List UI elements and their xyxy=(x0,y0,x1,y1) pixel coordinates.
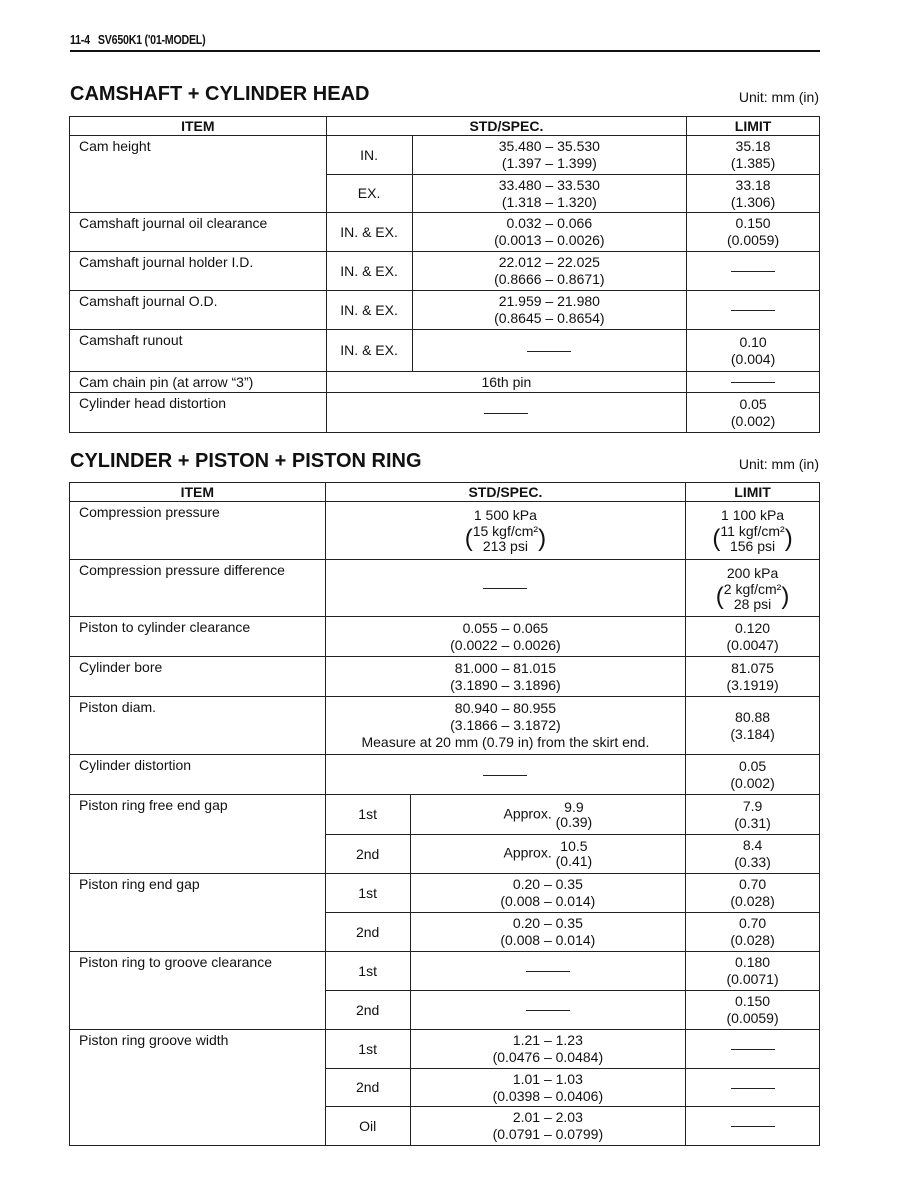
limit-piston-clearance: 0.120 (0.0047) xyxy=(686,617,820,657)
spec-compression: 1 500 kPa (15 kgf/cm² 213 psi ) xyxy=(325,502,685,560)
model-name: SV650K1 ('01-MODEL) xyxy=(97,32,206,47)
sub-2nd: 2nd xyxy=(325,1069,410,1107)
row-piston-diam: Piston diam. xyxy=(70,697,326,755)
sub-1st: 1st xyxy=(325,795,410,835)
col-limit: LIMIT xyxy=(687,117,820,136)
page-id: 11-4 xyxy=(70,32,90,47)
col-spec: STD/SPEC. xyxy=(325,483,685,502)
dash xyxy=(731,271,775,272)
limit-holder-id xyxy=(687,252,820,291)
page-header xyxy=(70,32,205,47)
row-groove-width: Piston ring groove width xyxy=(70,1030,326,1146)
limit-head-distortion: 0.05 (0.002) xyxy=(687,393,820,433)
spec-cam-in: 35.480 – 35.530 (1.397 – 1.399) xyxy=(412,136,687,175)
spec-free-gap-1st: Approx. 9.9 (0.39) xyxy=(410,795,686,835)
sub-oil-clearance: IN. & EX. xyxy=(326,213,412,252)
sub-1st: 1st xyxy=(325,874,410,913)
limit-groove-width-2nd xyxy=(686,1069,820,1107)
sub-journal-od: IN. & EX. xyxy=(326,291,412,330)
limit-groove-width-oil xyxy=(686,1107,820,1146)
sub-1st: 1st xyxy=(325,1030,410,1069)
sub-ex: EX. xyxy=(326,175,412,213)
spec-groove-clearance-1st xyxy=(410,952,686,991)
dash xyxy=(526,971,570,972)
row-oil-clearance: Camshaft journal oil clearance xyxy=(70,213,327,252)
camshaft-spec-table xyxy=(69,116,820,433)
header-rule xyxy=(70,50,820,52)
spec-end-gap-2nd: 0.20 – 0.35 (0.008 – 0.014) xyxy=(410,913,686,952)
spec-journal-od: 21.959 – 21.980 (0.8645 – 0.8654) xyxy=(412,291,687,330)
limit-compression-diff: 200 kPa (2 kgf/cm² 28 psi ) xyxy=(686,560,820,617)
limit-groove-clearance-1st: 0.180 (0.0071) xyxy=(686,952,820,991)
limit-free-gap-2nd: 8.4 (0.33) xyxy=(686,835,820,874)
dash xyxy=(527,351,571,352)
limit-chain-pin xyxy=(687,372,820,393)
spec-piston-clearance: 0.055 – 0.065 (0.0022 – 0.0026) xyxy=(325,617,685,657)
col-spec: STD/SPEC. xyxy=(326,117,686,136)
spec-holder-id: 22.012 – 22.025 (0.8666 – 0.8671) xyxy=(412,252,687,291)
col-item: ITEM xyxy=(70,483,326,502)
col-item: ITEM xyxy=(70,117,327,136)
dash xyxy=(483,775,527,776)
cylinder-piston-spec-table xyxy=(69,482,820,1146)
row-compression: Compression pressure xyxy=(70,502,326,560)
dash xyxy=(484,413,528,414)
sub-oil: Oil xyxy=(325,1107,410,1146)
dash xyxy=(731,1126,775,1127)
limit-cyl-distortion: 0.05 (0.002) xyxy=(686,755,820,795)
row-cylinder-bore: Cylinder bore xyxy=(70,657,326,697)
dash xyxy=(526,1010,570,1011)
row-end-gap: Piston ring end gap xyxy=(70,874,326,952)
limit-oil-clearance: 0.150 (0.0059) xyxy=(687,213,820,252)
spec-cyl-distortion xyxy=(325,755,685,795)
row-groove-clearance: Piston ring to groove clearance xyxy=(70,952,326,1030)
sub-2nd: 2nd xyxy=(325,991,410,1030)
limit-groove-width-1st xyxy=(686,1030,820,1069)
limit-compression: 1 100 kPa (11 kgf/cm² 156 psi ) xyxy=(686,502,820,560)
spec-groove-clearance-2nd xyxy=(410,991,686,1030)
limit-groove-clearance-2nd: 0.150 (0.0059) xyxy=(686,991,820,1030)
limit-runout: 0.10 (0.004) xyxy=(687,330,820,372)
section2-unit: Unit: mm (in) xyxy=(738,456,819,472)
spec-cylinder-bore: 81.000 – 81.015 (3.1890 – 3.1896) xyxy=(325,657,685,697)
row-cyl-distortion: Cylinder distortion xyxy=(70,755,326,795)
spec-head-distortion xyxy=(326,393,686,433)
dash xyxy=(483,588,527,589)
spec-free-gap-2nd: Approx. 10.5 (0.41) xyxy=(410,835,686,874)
limit-end-gap-1st: 0.70 (0.028) xyxy=(686,874,820,913)
spec-cam-ex: 33.480 – 33.530 (1.318 – 1.320) xyxy=(412,175,687,213)
spec-groove-width-1st: 1.21 – 1.23 (0.0476 – 0.0484) xyxy=(410,1030,686,1069)
limit-cam-in: 35.18 (1.385) xyxy=(687,136,820,175)
section1-title: CAMSHAFT + CYLINDER HEAD xyxy=(70,83,370,105)
limit-cam-ex: 33.18 (1.306) xyxy=(687,175,820,213)
limit-journal-od xyxy=(687,291,820,330)
row-chain-pin: Cam chain pin (at arrow “3”) xyxy=(70,372,327,393)
section2-title: CYLINDER + PISTON + PISTON RING xyxy=(70,450,422,472)
limit-cylinder-bore: 81.075 (3.1919) xyxy=(686,657,820,697)
spec-piston-diam: 80.940 – 80.955 (3.1866 – 3.1872) Measure at 20 mm (0.79 in) from the skirt end. xyxy=(325,697,685,755)
col-limit: LIMIT xyxy=(686,483,820,502)
sub-2nd: 2nd xyxy=(325,913,410,952)
dash xyxy=(731,1049,775,1050)
row-runout: Camshaft runout xyxy=(70,330,327,372)
spec-groove-width-oil: 2.01 – 2.03 (0.0791 – 0.0799) xyxy=(410,1107,686,1146)
spec-oil-clearance: 0.032 – 0.066 (0.0013 – 0.0026) xyxy=(412,213,687,252)
spec-end-gap-1st: 0.20 – 0.35 (0.008 – 0.014) xyxy=(410,874,686,913)
spec-compression-diff xyxy=(325,560,685,617)
limit-free-gap-1st: 7.9 (0.31) xyxy=(686,795,820,835)
limit-end-gap-2nd: 0.70 (0.028) xyxy=(686,913,820,952)
sub-2nd: 2nd xyxy=(325,835,410,874)
sub-in: IN. xyxy=(326,136,412,175)
row-piston-clearance: Piston to cylinder clearance xyxy=(70,617,326,657)
row-head-distortion: Cylinder head distortion xyxy=(70,393,327,433)
sub-runout: IN. & EX. xyxy=(326,330,412,372)
row-cam-height: Cam height xyxy=(70,136,327,213)
spec-groove-width-2nd: 1.01 – 1.03 (0.0398 – 0.0406) xyxy=(410,1069,686,1107)
spec-chain-pin: 16th pin xyxy=(326,372,686,393)
dash xyxy=(731,1088,775,1089)
row-compression-diff: Compression pressure difference xyxy=(70,560,326,617)
section1-unit: Unit: mm (in) xyxy=(738,89,819,105)
row-holder-id: Camshaft journal holder I.D. xyxy=(70,252,327,291)
sub-holder-id: IN. & EX. xyxy=(326,252,412,291)
dash xyxy=(731,382,775,383)
row-journal-od: Camshaft journal O.D. xyxy=(70,291,327,330)
sub-1st: 1st xyxy=(325,952,410,991)
row-free-end-gap: Piston ring free end gap xyxy=(70,795,326,874)
spec-runout xyxy=(412,330,687,372)
limit-piston-diam: 80.88 (3.184) xyxy=(686,697,820,755)
dash xyxy=(731,310,775,311)
